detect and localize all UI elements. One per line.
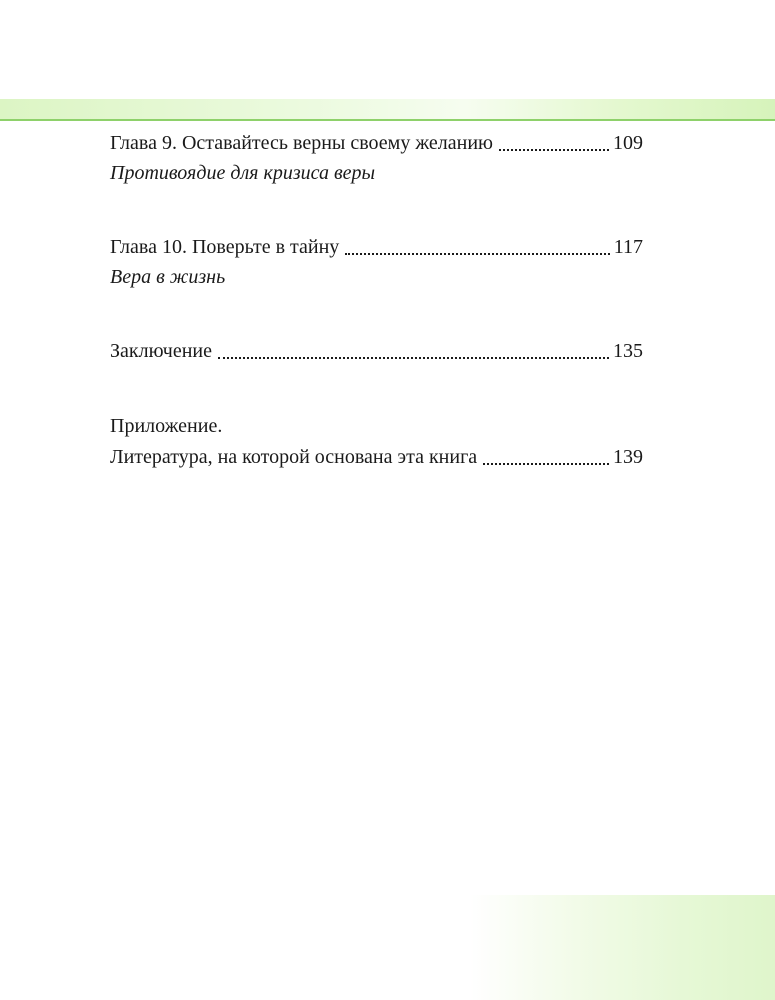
toc-page-number: 117 — [613, 236, 643, 258]
toc-entry-title: Глава 9. Оставайтесь верны своему желанию — [110, 132, 493, 154]
toc-entry-title: Глава 10. Поверьте в тайну — [110, 236, 340, 258]
spacer — [110, 367, 643, 411]
dot-leader — [345, 238, 609, 258]
table-of-contents — [110, 128, 643, 473]
top-accent-band — [0, 99, 775, 121]
dot-leader — [218, 342, 609, 362]
bottom-corner-decoration — [470, 895, 775, 1000]
toc-appendix-heading — [110, 411, 643, 442]
toc-entry-chapter-10 — [110, 232, 643, 292]
toc-line — [110, 336, 643, 367]
toc-page-number: 139 — [613, 446, 643, 468]
toc-line — [110, 442, 643, 473]
toc-entry-subtitle: Вера в жизнь — [110, 266, 226, 288]
toc-entry-conclusion — [110, 336, 643, 367]
toc-entry-title: Литература, на которой основана эта книга — [110, 446, 478, 468]
toc-entry-heading: Приложение. — [110, 415, 223, 437]
toc-page-number: 135 — [613, 340, 643, 362]
toc-entry-appendix — [110, 411, 643, 473]
toc-entry-title: Заключение — [110, 340, 212, 362]
spacer — [110, 188, 643, 232]
toc-entry-subtitle: Противоядие для кризиса веры — [110, 162, 376, 184]
toc-page-number: 109 — [613, 132, 643, 154]
dot-leader — [483, 448, 609, 468]
spacer — [110, 292, 643, 336]
toc-line — [110, 232, 643, 263]
toc-entry-chapter-9 — [110, 128, 643, 188]
toc-line — [110, 128, 643, 159]
dot-leader — [499, 134, 609, 154]
